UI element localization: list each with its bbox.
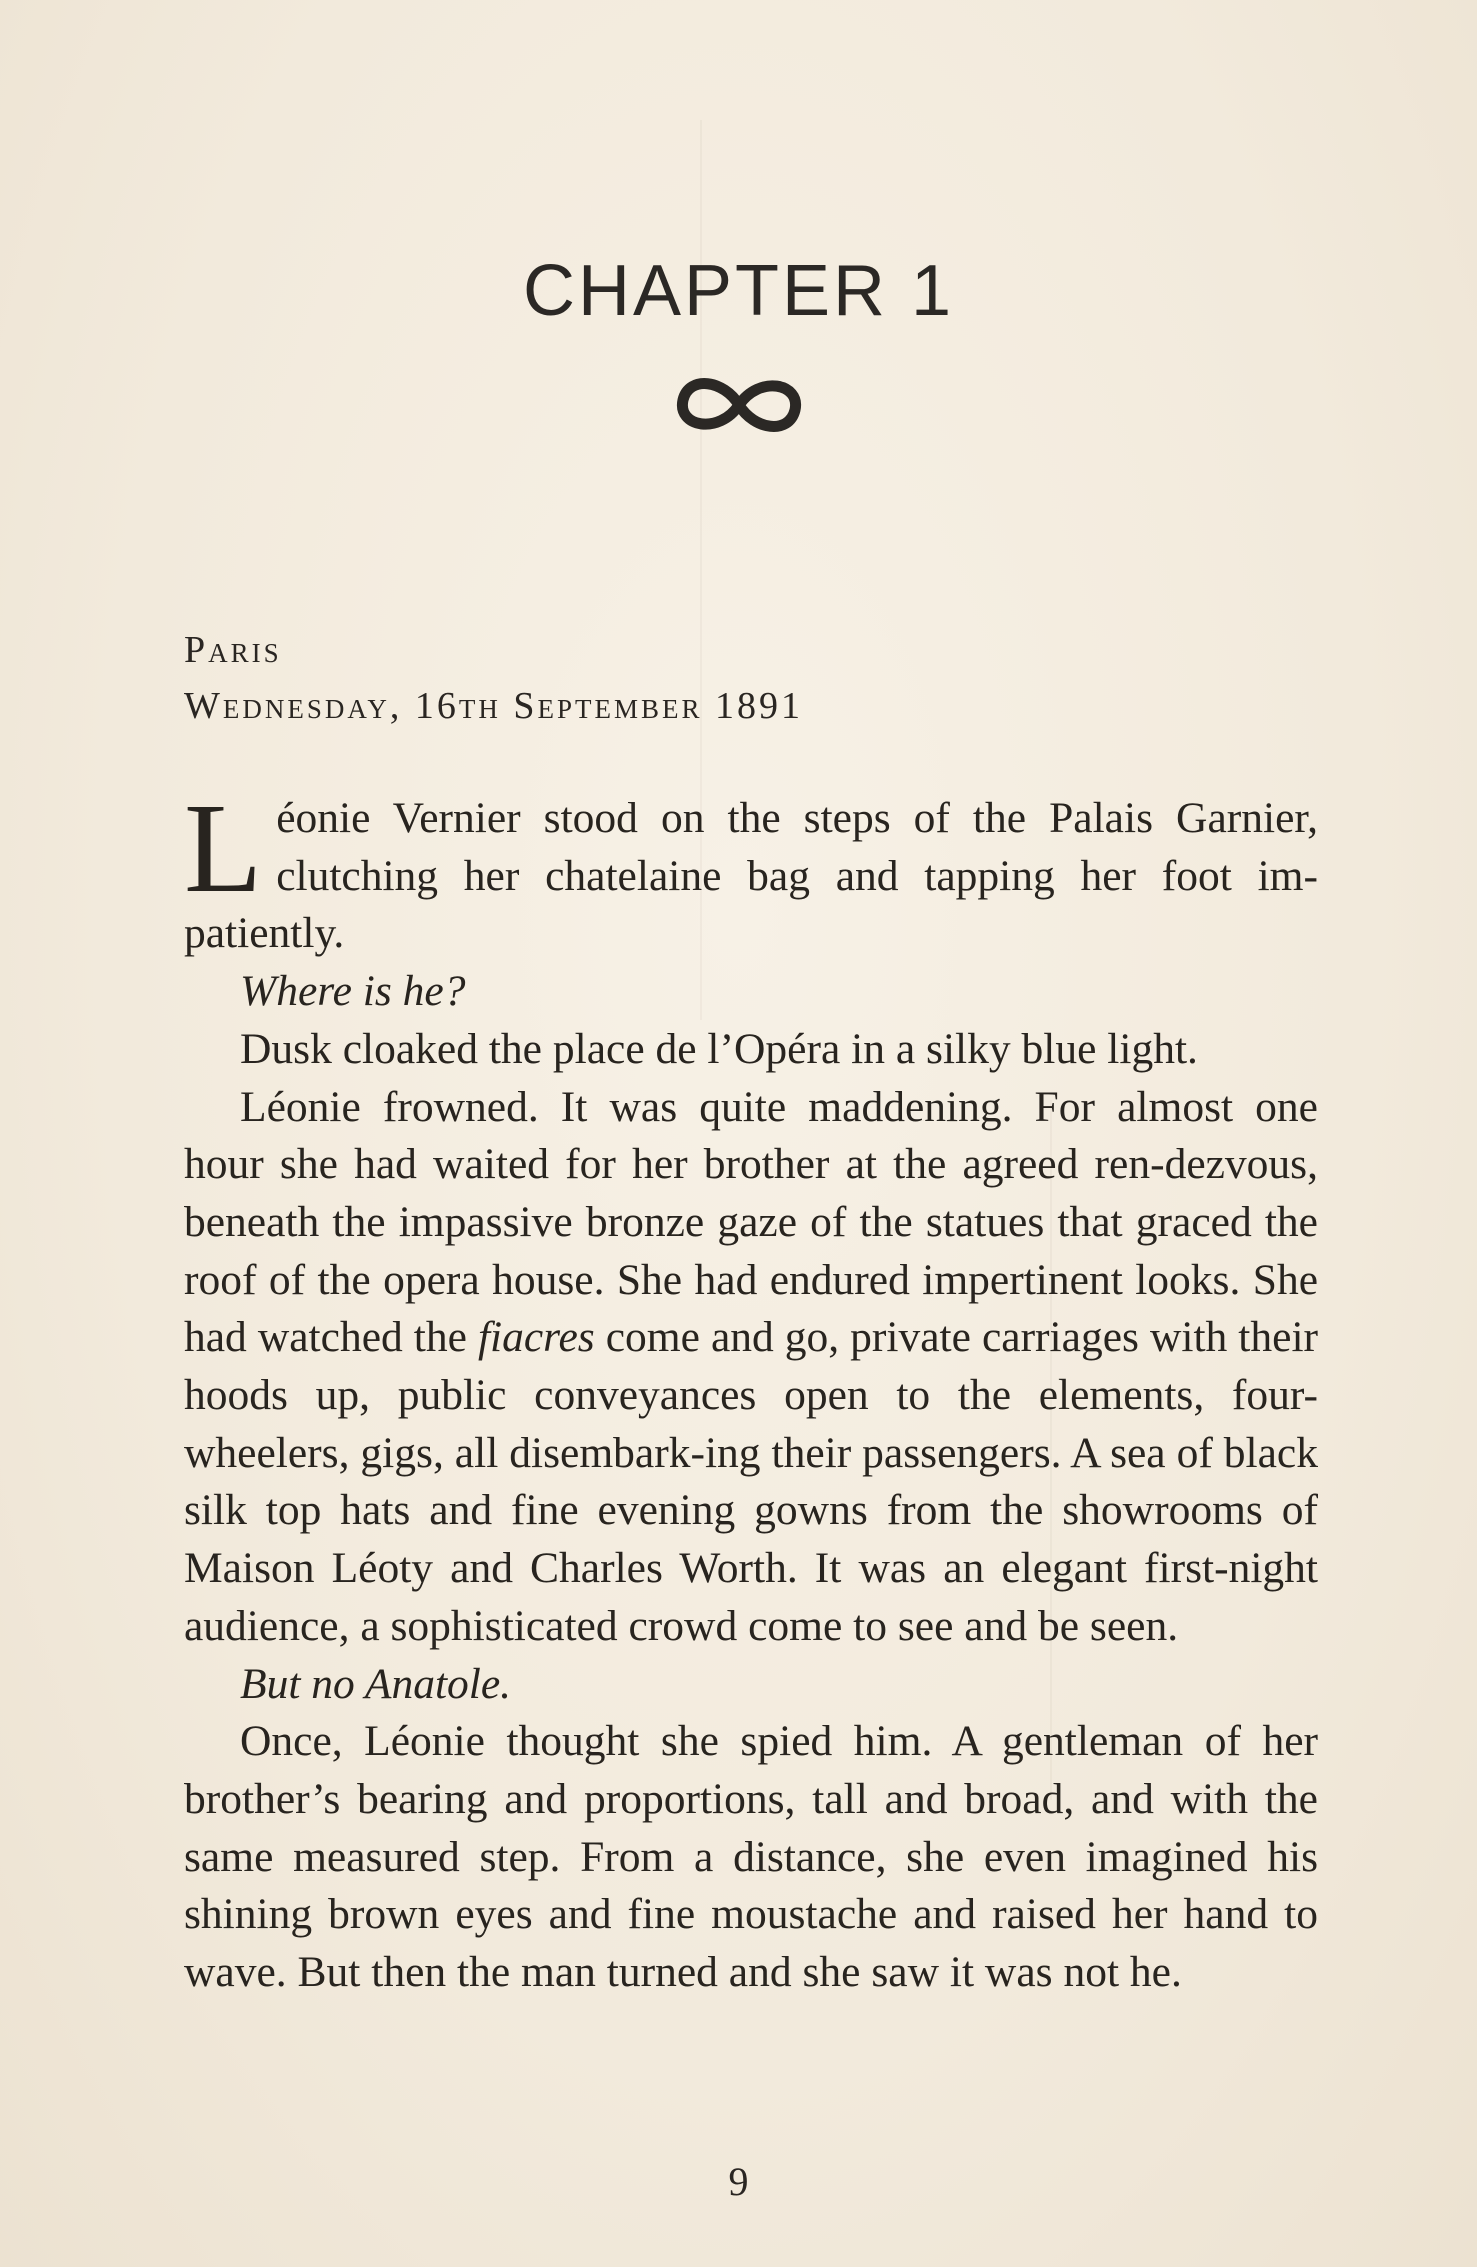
paragraph-text: Where is he? — [240, 967, 466, 1016]
drop-cap: L — [184, 777, 263, 919]
paragraph-text: Once, Léonie thought she spied him. A gentleman of her brother’s bearing and proportions, tall and broad, and with the same measured step. From a distance, she even imagined his shining brown eyes and fine moustache and raised her hand to wave. But then the man turned and she saw it was not he. — [184, 1717, 1318, 1997]
paragraph-text: éonie Vernier stood on the steps of the Palais Garnier, clutching her chatelaine bag and tapping her foot im-patiently. — [184, 794, 1318, 958]
infinity-ornament-icon — [0, 365, 1477, 450]
chapter-body-text — [184, 777, 1319, 2002]
chapter-title: CHAPTER 1 — [522, 251, 955, 331]
paragraph-text: come and go, private carriages with their hoods up, public conveyances open to the elements, four-wheelers, gigs, all disembark-ing their passengers. A sea of black silk top hats and fine evening gowns from the showrooms of Maison Léoty and Charles Worth. It was an elegant first-night audience, a sophisticated crowd come to see and be seen. — [184, 1313, 1319, 1650]
paragraph-text: Léonie frowned. It was quite maddening. For almost one hour she had waited for her brother at the agreed ren-dezvous, beneath the impassive bronze gaze of the statues that graced the roof of the opera house. She had endured impertinent looks. She had watched the — [184, 1082, 1318, 1362]
paragraph — [184, 963, 1318, 1021]
paragraph-text: Dusk cloaked the place de l’Opéra in a silky blue light. — [240, 1024, 1198, 1073]
page-number: 9 — [728, 2159, 749, 2204]
location-place: Paris — [184, 629, 282, 671]
paragraph — [184, 777, 1318, 963]
location-date: Wednesday, 16th September 1891 — [184, 685, 804, 727]
paragraph — [184, 1079, 1318, 1656]
paragraph — [184, 1021, 1318, 1079]
paragraph — [184, 1713, 1318, 2002]
chapter-location-heading — [184, 622, 803, 734]
paragraph — [184, 1656, 1318, 1714]
paragraph-text: But no Anatole. — [240, 1659, 512, 1708]
italic-term: fiacres — [477, 1313, 595, 1362]
